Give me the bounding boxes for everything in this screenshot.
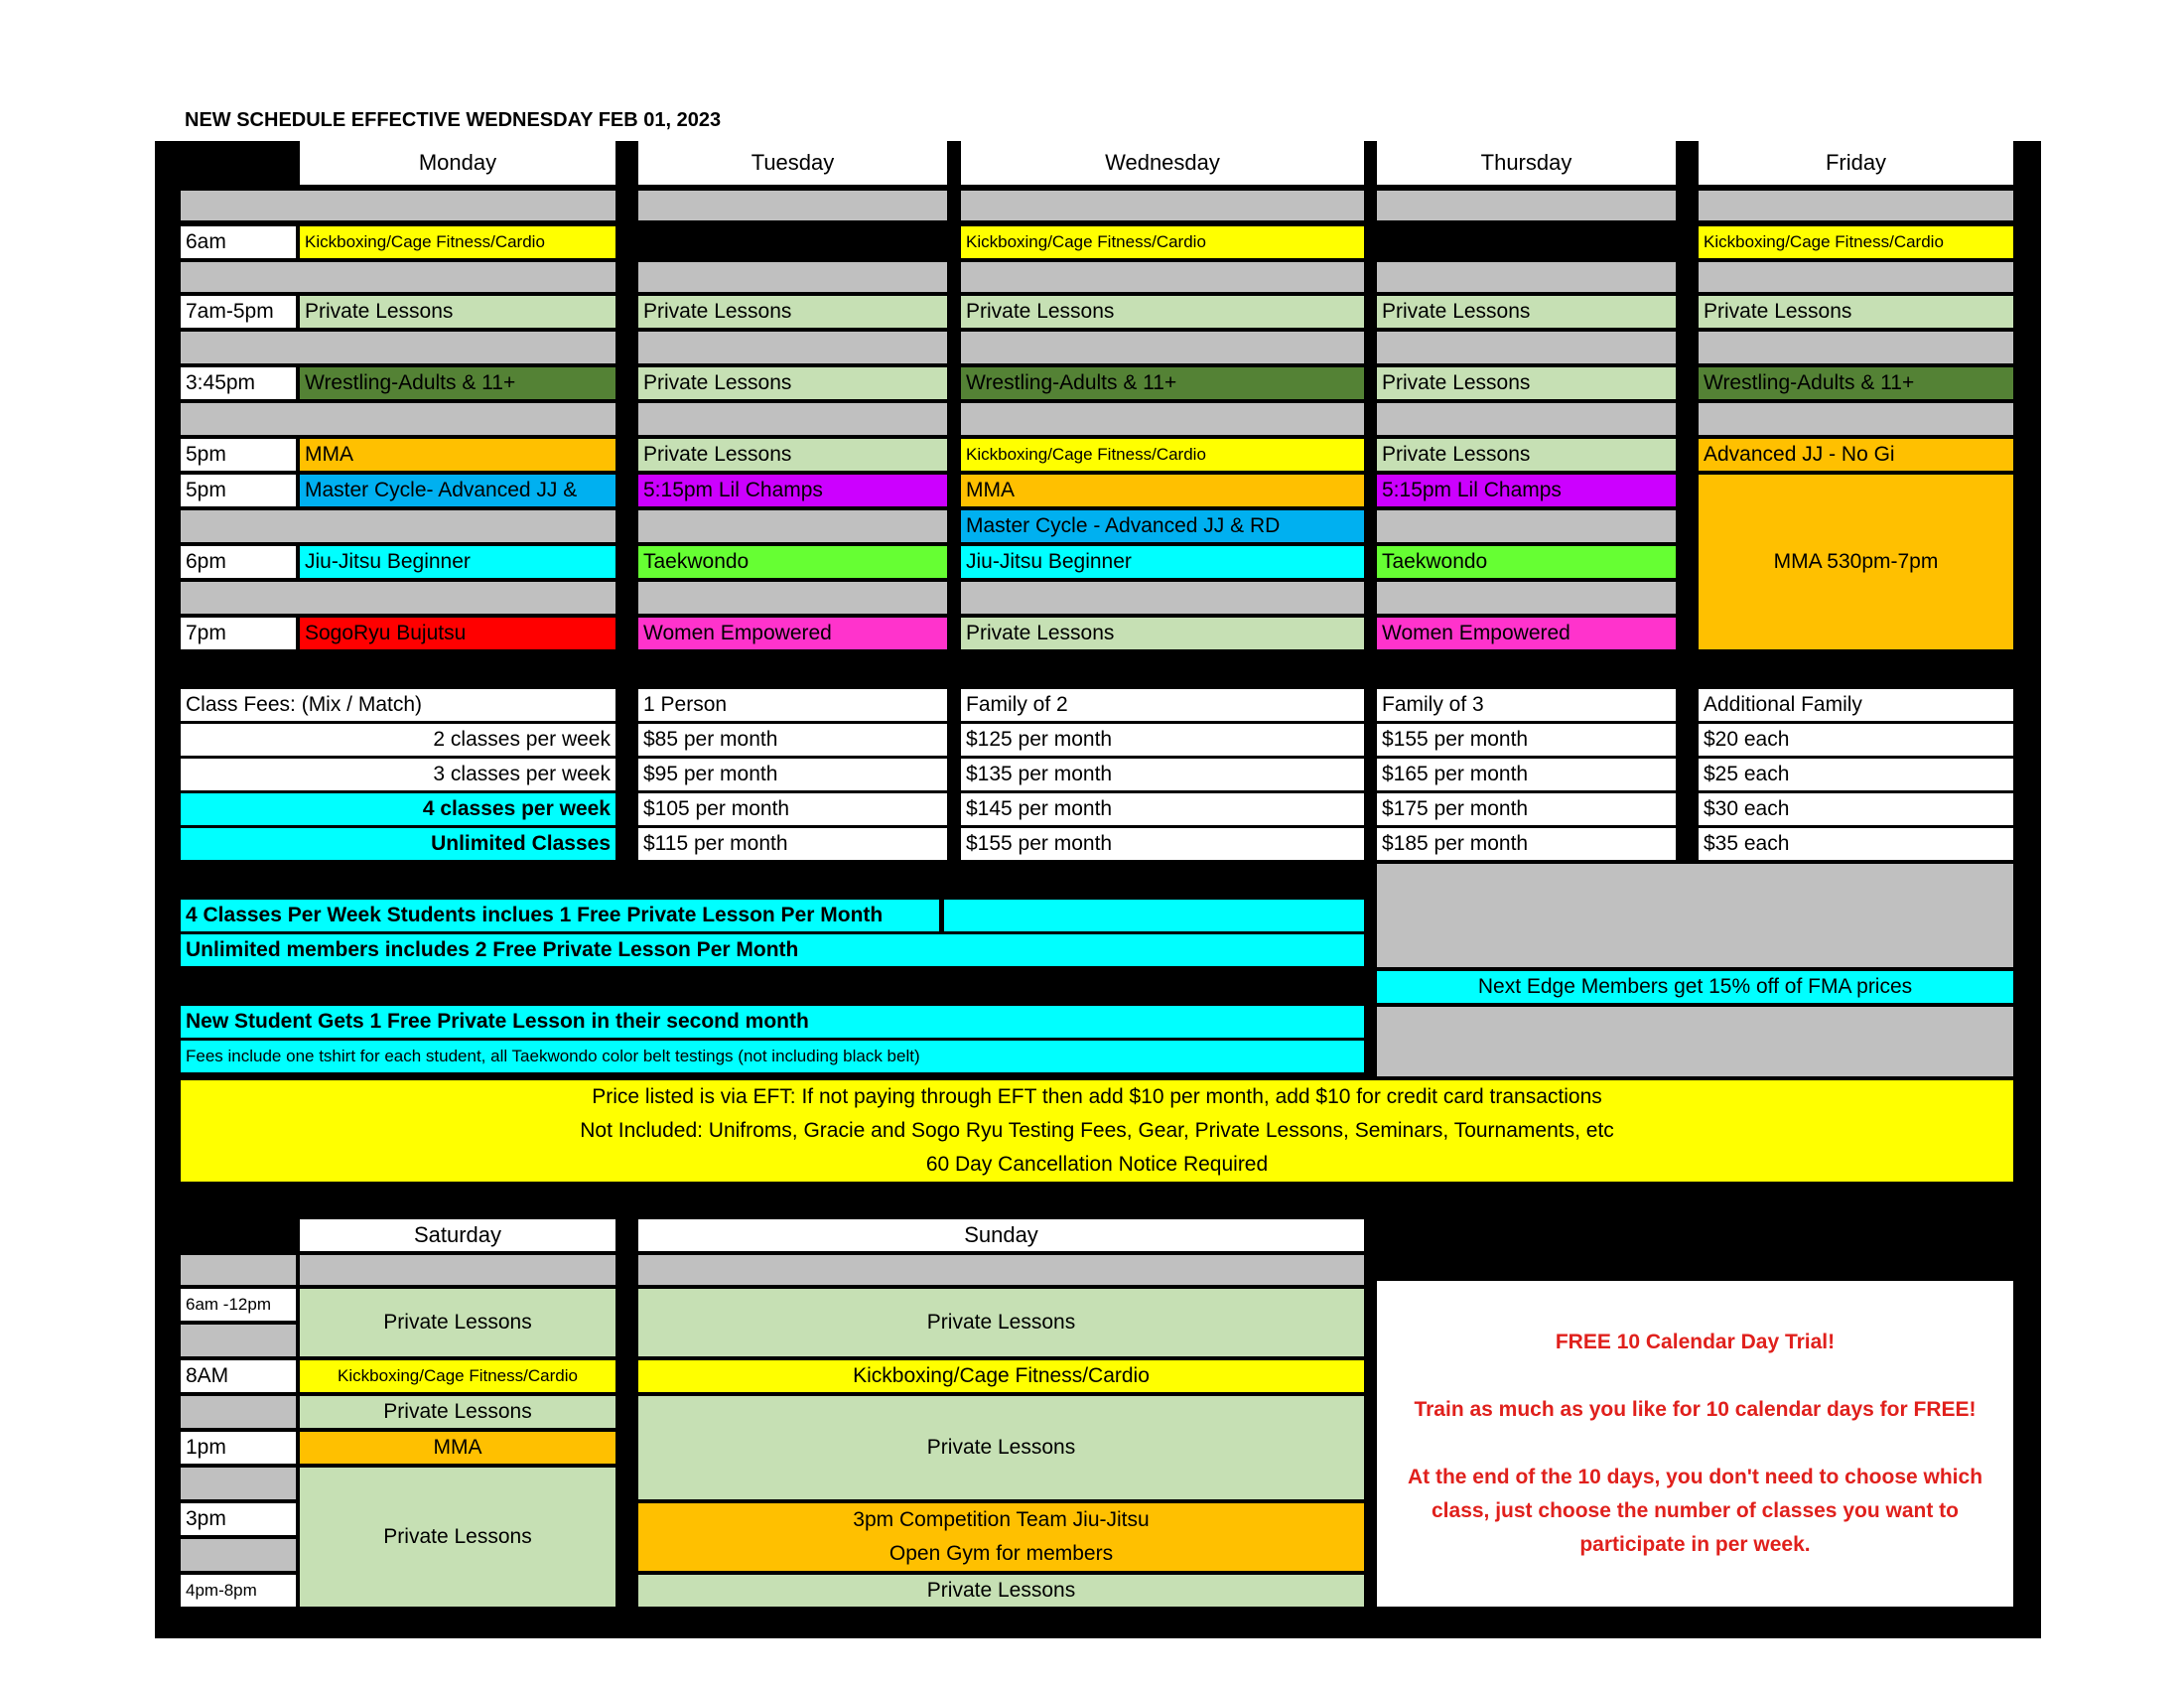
time-7am-5pm: 7am-5pm (181, 296, 296, 328)
tue-private: Private Lessons (638, 439, 947, 471)
fri-mma-block: MMA 530pm-7pm (1699, 475, 2013, 649)
note-filler (944, 900, 1364, 931)
sun-private: Private Lessons (638, 1289, 1364, 1356)
sun-open-gym-line: Open Gym for members (888, 1542, 1114, 1565)
wed-private: Private Lessons (961, 618, 1364, 649)
mon-private: Private Lessons (300, 296, 615, 328)
spacer-cell (1377, 262, 1676, 292)
tue-private: Private Lessons (638, 367, 947, 399)
sat-private: Private Lessons (300, 1396, 615, 1428)
fee-cell: $25 each (1699, 759, 2013, 790)
fee-cell: $145 per month (961, 793, 1364, 825)
sun-kickboxing: Kickboxing/Cage Fitness/Cardio (638, 1360, 1364, 1392)
sun-competition-team (638, 1503, 1364, 1571)
notice-line: Not Included: Unifroms, Gracie and Sogo Ryu Testing Fees, Gear, Private Lessons, Seminars, Tournaments, etc (580, 1119, 1614, 1142)
spacer-cell (638, 1255, 1364, 1285)
spacer-cell (961, 582, 1364, 614)
spacer-cell (1377, 510, 1676, 542)
spacer-cell (1699, 262, 2013, 292)
schedule-sheet (155, 141, 2041, 1638)
spacer-cell (181, 332, 615, 363)
wed-master-cycle: Master Cycle - Advanced JJ & RD (961, 510, 1364, 542)
gray-panel (1377, 864, 2013, 967)
fee-label: Class Fees: (Mix / Match) (181, 689, 615, 721)
fee-cell: $20 each (1699, 724, 2013, 756)
thu-private: Private Lessons (1377, 296, 1676, 328)
fee-cell: $115 per month (638, 828, 947, 860)
thu-private: Private Lessons (1377, 439, 1676, 471)
time-6pm: 6pm (181, 546, 296, 578)
fee-cell: $85 per month (638, 724, 947, 756)
sun-private: Private Lessons (638, 1396, 1364, 1499)
sat-private: Private Lessons (300, 1468, 615, 1607)
note-next-edge: Next Edge Members get 15% off of FMA prices (1377, 971, 2013, 1003)
mon-kickboxing: Kickboxing/Cage Fitness/Cardio (300, 226, 615, 258)
wed-mma: MMA (961, 475, 1364, 506)
thu-lil-champs: 5:15pm Lil Champs (1377, 475, 1676, 506)
weekend-time: 4pm-8pm (181, 1575, 296, 1607)
spacer-cell (181, 582, 615, 614)
header-saturday: Saturday (300, 1219, 615, 1251)
notice-line: 60 Day Cancellation Notice Required (925, 1153, 1269, 1176)
fee-cell: $30 each (1699, 793, 2013, 825)
time-5pm: 5pm (181, 475, 296, 506)
pricing-notice (181, 1080, 2013, 1182)
time-6am: 6am (181, 226, 296, 258)
spacer-cell (181, 262, 615, 292)
sat-mma: MMA (300, 1432, 615, 1464)
spacer-cell (638, 403, 947, 435)
thu-taekwondo: Taekwondo (1377, 546, 1676, 578)
fri-advanced-nogi: Advanced JJ - No Gi (1699, 439, 2013, 471)
tue-women: Women Empowered (638, 618, 947, 649)
fee-cell: $135 per month (961, 759, 1364, 790)
spacer-cell (181, 1255, 296, 1285)
sun-competition-line: 3pm Competition Team Jiu-Jitsu (853, 1508, 1150, 1531)
sat-kickboxing: Kickboxing/Cage Fitness/Cardio (300, 1360, 615, 1392)
fee-cell: $35 each (1699, 828, 2013, 860)
trial-headline: FREE 10 Calendar Day Trial! (1555, 1331, 1836, 1353)
spacer-cell (1377, 191, 1676, 220)
note-four-classes: 4 Classes Per Week Students inclues 1 Free Private Lesson Per Month (181, 900, 939, 931)
free-trial-panel (1377, 1281, 2013, 1607)
spacer-cell (961, 332, 1364, 363)
spacer-cell (638, 262, 947, 292)
time-5pm: 5pm (181, 439, 296, 471)
notice-line: Price listed is via EFT: If not paying through EFT then add $10 per month, add $10 for credit card transactions (592, 1085, 1602, 1108)
weekend-time: 3pm (181, 1503, 296, 1535)
spacer-cell (961, 403, 1364, 435)
spacer-cell (181, 510, 615, 542)
spacer-cell (961, 262, 1364, 292)
fee-cell: $125 per month (961, 724, 1364, 756)
wed-wrestling: Wrestling-Adults & 11+ (961, 367, 1364, 399)
spacer-cell (638, 332, 947, 363)
spacer-cell (181, 1325, 296, 1356)
spacer-cell (300, 1255, 615, 1285)
tue-lil-champs: 5:15pm Lil Champs (638, 475, 947, 506)
fee-label: 2 classes per week (181, 724, 615, 756)
spacer-cell (1699, 191, 2013, 220)
fee-cell: $155 per month (1377, 724, 1676, 756)
mon-master-cycle: Master Cycle- Advanced JJ & (300, 475, 615, 506)
fee-cell: $155 per month (961, 828, 1364, 860)
page-title: NEW SCHEDULE EFFECTIVE WEDNESDAY FEB 01, 2023 (185, 109, 722, 131)
spacer-cell (1699, 332, 2013, 363)
fee-cell: 1 Person (638, 689, 947, 721)
header-friday: Friday (1699, 141, 2013, 185)
fee-cell: Additional Family (1699, 689, 2013, 721)
mon-sogoryu: SogoRyu Bujutsu (300, 618, 615, 649)
gray-panel (1377, 1007, 2013, 1076)
sat-private: Private Lessons (300, 1289, 615, 1356)
fee-cell: $175 per month (1377, 793, 1676, 825)
spacer-cell (181, 1396, 296, 1428)
spacer-cell (638, 510, 947, 542)
spacer-cell (638, 191, 947, 220)
spacer-cell (961, 191, 1364, 220)
time-345pm: 3:45pm (181, 367, 296, 399)
thu-women: Women Empowered (1377, 618, 1676, 649)
fee-cell: Family of 3 (1377, 689, 1676, 721)
spacer-cell (181, 1468, 296, 1499)
header-sunday: Sunday (638, 1219, 1364, 1251)
wed-beginner: Jiu-Jitsu Beginner (961, 546, 1364, 578)
fee-cell: $165 per month (1377, 759, 1676, 790)
sun-private: Private Lessons (638, 1575, 1364, 1607)
trial-line: At the end of the 10 days, you don't need to choose which class, just choose the number of classes you want to participate in per week. (1407, 1466, 1983, 1556)
note-fees-include: Fees include one tshirt for each student, all Taekwondo color belt testings (not including black belt) (181, 1041, 1364, 1072)
time-7pm: 7pm (181, 618, 296, 649)
spacer-cell (638, 582, 947, 614)
wed-kickboxing: Kickboxing/Cage Fitness/Cardio (961, 439, 1364, 471)
weekend-time: 8AM (181, 1360, 296, 1392)
header-wednesday: Wednesday (961, 141, 1364, 185)
header-tuesday: Tuesday (638, 141, 947, 185)
fee-label: 4 classes per week (181, 793, 615, 825)
fee-cell: $185 per month (1377, 828, 1676, 860)
spacer-cell (181, 191, 615, 220)
fee-cell: Family of 2 (961, 689, 1364, 721)
spacer-cell (181, 1539, 296, 1571)
fri-wrestling: Wrestling-Adults & 11+ (1699, 367, 2013, 399)
mon-mma: MMA (300, 439, 615, 471)
tue-taekwondo: Taekwondo (638, 546, 947, 578)
trial-line: Train as much as you like for 10 calendar days for FREE! (1414, 1398, 1977, 1421)
fri-kickboxing: Kickboxing/Cage Fitness/Cardio (1699, 226, 2013, 258)
fri-private: Private Lessons (1699, 296, 2013, 328)
header-thursday: Thursday (1377, 141, 1676, 185)
tue-private: Private Lessons (638, 296, 947, 328)
weekend-time: 6am -12pm (181, 1289, 296, 1321)
header-monday: Monday (300, 141, 615, 185)
thu-private: Private Lessons (1377, 367, 1676, 399)
spacer-cell (1377, 582, 1676, 614)
spacer-cell (1377, 403, 1676, 435)
wed-kickboxing: Kickboxing/Cage Fitness/Cardio (961, 226, 1364, 258)
note-unlimited: Unlimited members includes 2 Free Private Lesson Per Month (181, 934, 1364, 966)
wed-private: Private Lessons (961, 296, 1364, 328)
fee-label: Unlimited Classes (181, 828, 615, 860)
note-new-student: New Student Gets 1 Free Private Lesson in their second month (181, 1006, 1364, 1038)
spacer-cell (1377, 332, 1676, 363)
spacer-cell (181, 403, 615, 435)
fee-cell: $105 per month (638, 793, 947, 825)
fee-cell: $95 per month (638, 759, 947, 790)
mon-wrestling: Wrestling-Adults & 11+ (300, 367, 615, 399)
mon-beginner: Jiu-Jitsu Beginner (300, 546, 615, 578)
fee-label: 3 classes per week (181, 759, 615, 790)
spacer-cell (1699, 403, 2013, 435)
weekend-time: 1pm (181, 1432, 296, 1464)
